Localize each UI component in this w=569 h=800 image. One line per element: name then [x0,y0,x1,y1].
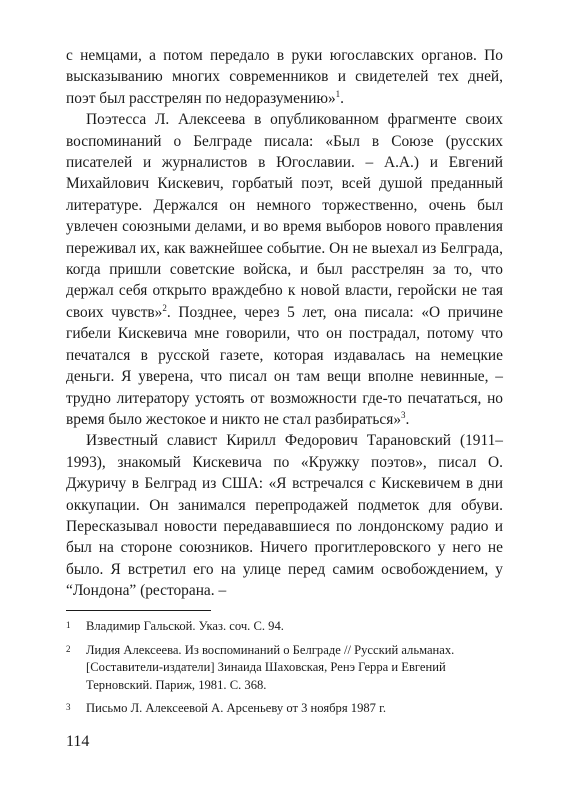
body-text [66,45,503,602]
paragraph-2-text: Поэтесса Л. Алексеева в опубликованном фрагменте своих воспоминаний о Белграде писала: «Был в Союзе (русских писателей и журналистов в Югославии. – А.А.) и Евгений Михайлович Кискевич, горбатый поэт, всей душой преданный литературе. Держался он немного торжественно, очень был увлечен союзными делами, и во время выборов нового правления переживал их, как важнейшее событие. Он не выехал из Белграда, когда пришли советские войска, и был расстрелян за то, что держал себя открыто враждебно к новой власти, геройски не тая своих чувств» [66,111,503,321]
footnote-3 [66,700,503,718]
paragraph-3-text: Известный славист Кирилл Федорович Тарановский (1911–1993), знакомый Кискевича по «Кружку поэтов», писал О. Джуричу в Белград из США: «Я встречался с Кискевичем в дни оккупации. Он занимался перепродажей подметок для обуви. Пересказывал новости передававшиеся по лондонскому радио и был на стороне союзников. Ничего прогитлеровского у него не было. Я встретил его на улице перед самим освобождением, у “Лондона” (ресторана. – [66,432,503,600]
footnote-separator [66,610,211,611]
paragraph-1 [66,45,503,109]
footnote-text: Владимир Гальской. Указ. соч. С. 94. [86,619,284,633]
footnote-text: Лидия Алексеева. Из воспоминаний о Белграде // Русский альманах. [Составители-издатели] Зинаида Шаховская, Ренэ Герра и Евгений Терновский. Париж, 1981. С. 368. [86,642,455,692]
footnote-text: Письмо Л. Алексеевой А. Арсеньеву от 3 ноября 1987 г. [86,701,387,715]
footnote-number: 2 [66,643,71,654]
footnotes [66,618,503,724]
footnote-1 [66,618,503,636]
paragraph-3 [66,430,503,601]
paragraph-2 [66,109,503,430]
paragraph-2-middle: . Позднее, через 5 лет, она писала: «О причине гибели Кискевича мне говорили, что он пострадал, потому что печатался в русской газете, которая издавалась на немецкие деньги. Я уверена, что писал он там вещи вполне невинные, – трудно литератору устоять от возможности где-то печататься, но время было жестокое и никто не стал разбираться» [66,303,503,428]
footnote-ref-2: 2 [162,302,167,313]
footnote-ref-1: 1 [335,88,341,99]
paragraph-2-tail: . [405,410,410,428]
footnote-number: 1 [66,620,71,630]
paragraph-1-text: с немцами, а потом передало в руки югославских органов. По высказыванию многих современников и свидетелей тех дней, поэт был расстрелян по недоразумению» [66,47,503,107]
footnote-number: 3 [66,702,71,712]
paragraph-1-tail: . [340,89,345,107]
page-number: 114 [66,733,90,750]
footnote-ref-3: 3 [401,409,406,420]
footnote-2 [66,642,503,695]
